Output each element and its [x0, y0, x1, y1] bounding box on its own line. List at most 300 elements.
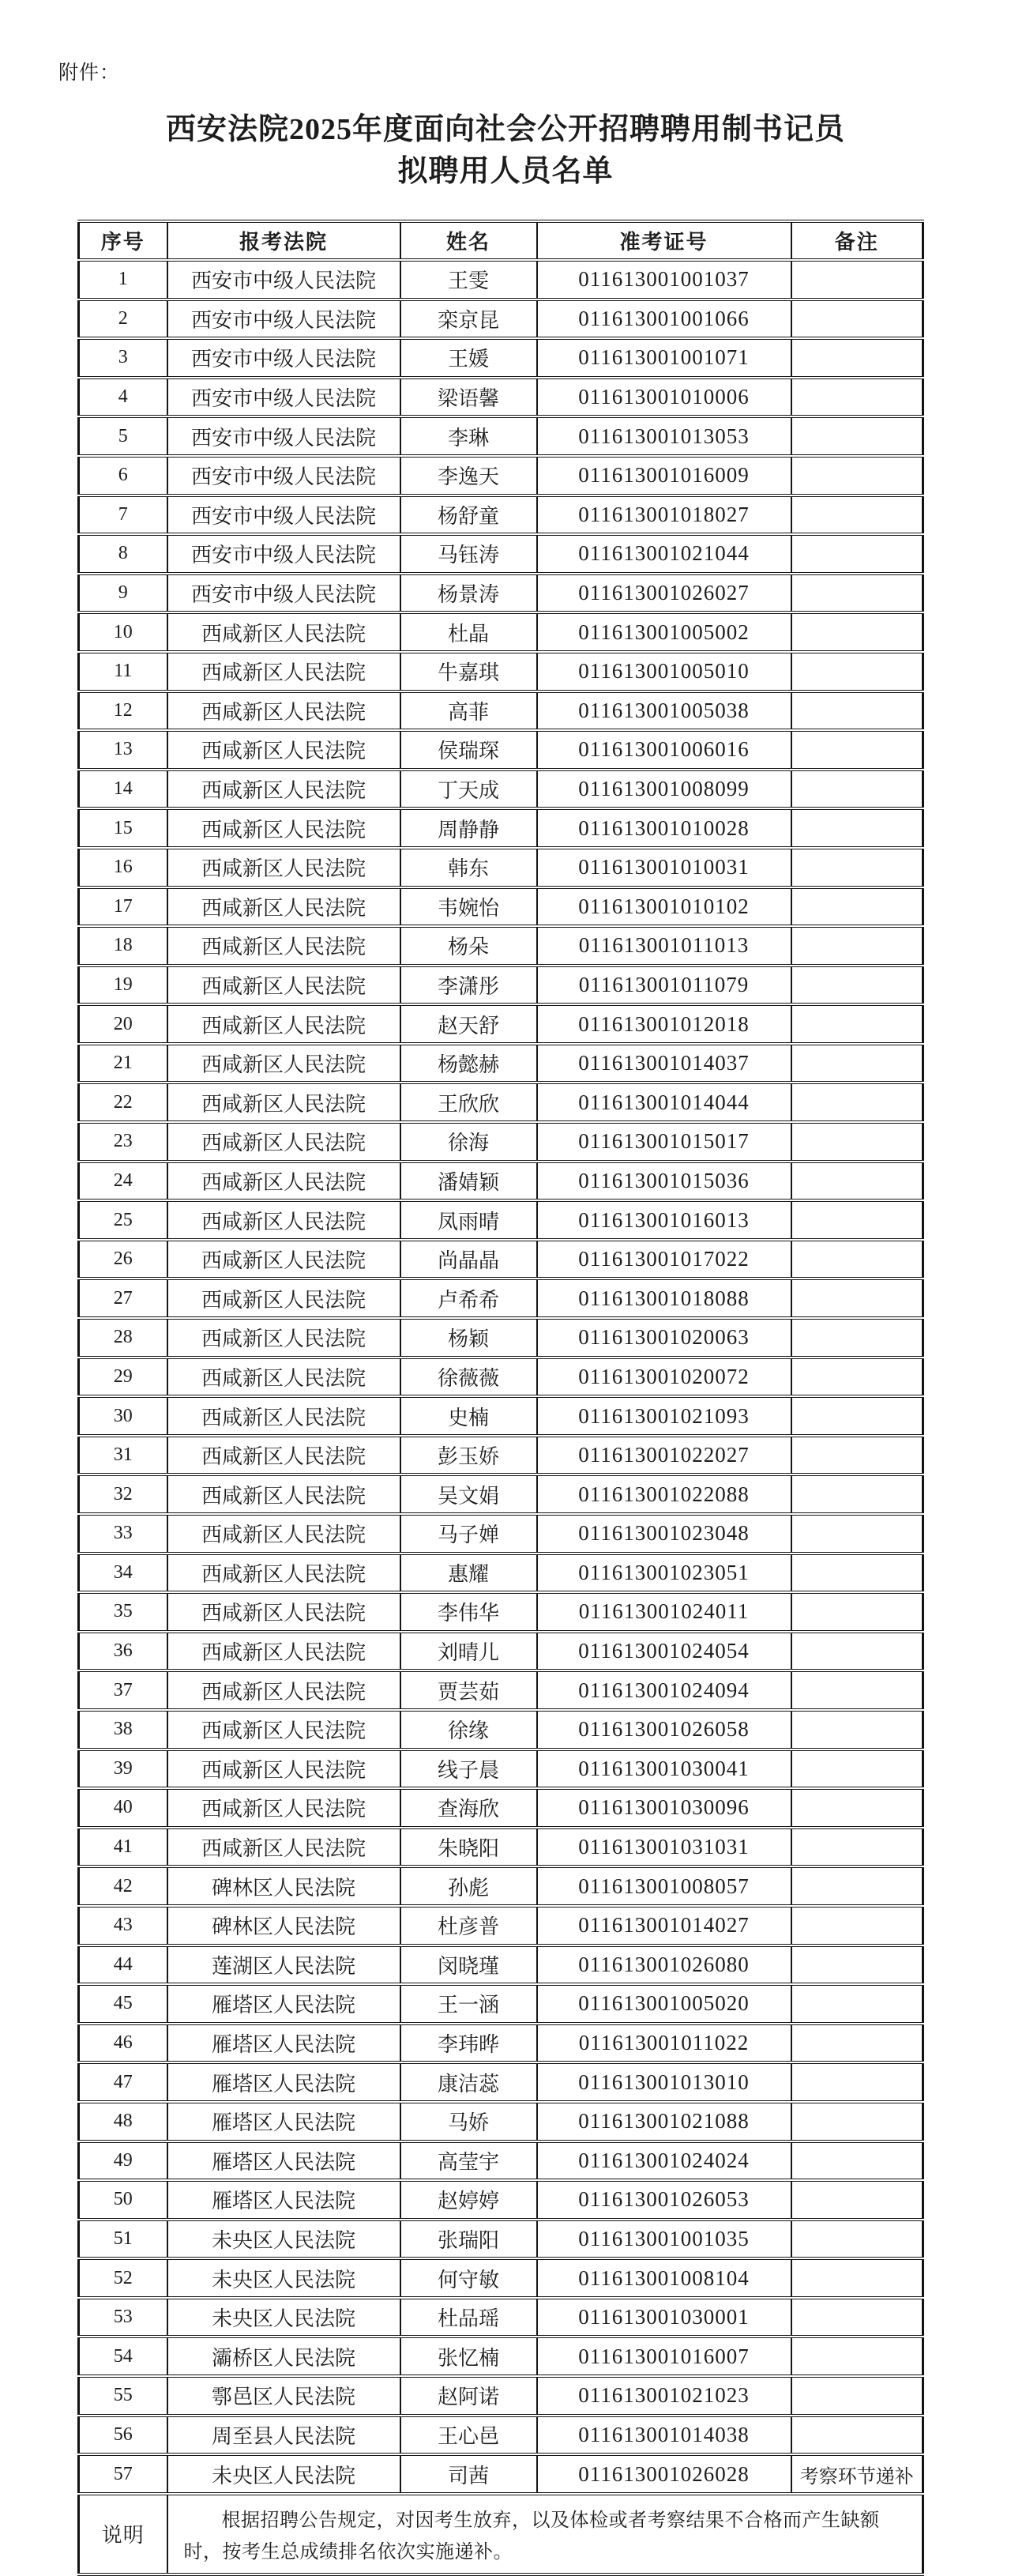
- court-cell: 西咸新区人民法院: [167, 730, 400, 770]
- name-cell: 王雯: [400, 260, 537, 299]
- table-row: [79, 1710, 923, 1749]
- ticket-cell: 011613001016009: [537, 456, 791, 495]
- table-row: [79, 1474, 923, 1514]
- ticket-cell: 011613001030041: [537, 1749, 791, 1789]
- table-row: [79, 1670, 923, 1710]
- court-cell: 未央区人民法院: [167, 2298, 400, 2337]
- remark-cell: [791, 1044, 923, 1083]
- remark-cell: [791, 1670, 923, 1710]
- court-cell: 西咸新区人民法院: [167, 1396, 400, 1436]
- table-row: [79, 1749, 923, 1789]
- header-cell-court: 报考法院: [167, 221, 400, 260]
- court-cell: 西咸新区人民法院: [167, 1632, 400, 1671]
- name-cell: 张瑞阳: [400, 2220, 537, 2259]
- attachment-label: 附件：: [58, 62, 121, 84]
- roster-footer: [79, 2494, 923, 2574]
- court-cell: 西安市中级人民法院: [167, 299, 400, 339]
- table-row: [79, 299, 923, 339]
- court-cell: 西咸新区人民法院: [167, 966, 400, 1005]
- table-row: [79, 2454, 923, 2494]
- name-cell: 王心邑: [400, 2416, 537, 2455]
- court-cell: 西咸新区人民法院: [167, 770, 400, 809]
- remark-cell: [791, 612, 923, 652]
- row-number-cell: 57: [79, 2454, 167, 2494]
- row-number-cell: 17: [79, 887, 167, 927]
- court-cell: 雁塔区人民法院: [167, 2180, 400, 2220]
- row-number-cell: 19: [79, 966, 167, 1005]
- court-cell: 周至县人民法院: [167, 2416, 400, 2455]
- table-row: [79, 1788, 923, 1828]
- name-cell: 史楠: [400, 1396, 537, 1436]
- remark-cell: [791, 730, 923, 770]
- remark-cell: [791, 456, 923, 495]
- table-row: [79, 2102, 923, 2141]
- row-number-cell: 14: [79, 770, 167, 809]
- ticket-cell: 011613001016007: [537, 2337, 791, 2376]
- name-cell: 高菲: [400, 691, 537, 731]
- name-cell: 司茜: [400, 2454, 537, 2494]
- name-cell: 线子晨: [400, 1749, 537, 1789]
- remark-cell: [791, 338, 923, 378]
- remark-cell: [791, 1592, 923, 1632]
- table-row: [79, 2298, 923, 2337]
- name-cell: 李逸天: [400, 456, 537, 495]
- court-cell: 西咸新区人民法院: [167, 1474, 400, 1514]
- remark-cell: [791, 2416, 923, 2455]
- remark-cell: [791, 260, 923, 299]
- remark-cell: [791, 770, 923, 809]
- row-number-cell: 12: [79, 691, 167, 731]
- table-row: [79, 2062, 923, 2102]
- ticket-cell: 011613001021093: [537, 1396, 791, 1436]
- row-number-cell: 27: [79, 1279, 167, 1318]
- name-cell: 朱晓阳: [400, 1828, 537, 1867]
- name-cell: 徐缘: [400, 1710, 537, 1749]
- remark-cell: [791, 2141, 923, 2181]
- court-cell: 鄠邑区人民法院: [167, 2376, 400, 2416]
- table-row: [79, 1358, 923, 1397]
- remark-cell: [791, 1945, 923, 1985]
- table-row: [79, 612, 923, 652]
- table-row: [79, 808, 923, 848]
- court-cell: 西咸新区人民法院: [167, 1200, 400, 1240]
- ticket-cell: 011613001023051: [537, 1554, 791, 1593]
- name-cell: 赵婷婷: [400, 2180, 537, 2220]
- remark-cell: [791, 1436, 923, 1475]
- ticket-cell: 011613001008099: [537, 770, 791, 809]
- remark-cell: [791, 1788, 923, 1828]
- row-number-cell: 18: [79, 926, 167, 966]
- table-row: [79, 1200, 923, 1240]
- remark-cell: [791, 1279, 923, 1318]
- table-row: [79, 2141, 923, 2181]
- table-row: [79, 378, 923, 417]
- name-cell: 侯瑞琛: [400, 730, 537, 770]
- remark-cell: [791, 1749, 923, 1789]
- table-row: [79, 2024, 923, 2063]
- ticket-cell: 011613001030096: [537, 1788, 791, 1828]
- name-cell: 杜晶: [400, 612, 537, 652]
- court-cell: 雁塔区人民法院: [167, 2062, 400, 2102]
- table-row: [79, 1514, 923, 1554]
- name-cell: 孙彪: [400, 1866, 537, 1906]
- table-row: [79, 1632, 923, 1671]
- document-title: [0, 109, 1011, 193]
- remark-cell: [791, 691, 923, 731]
- table-row: [79, 1162, 923, 1201]
- court-cell: 西安市中级人民法院: [167, 495, 400, 535]
- table-row: [79, 1984, 923, 2024]
- remark-cell: [791, 1083, 923, 1122]
- roster-body: [79, 260, 923, 2494]
- name-cell: 杨景涛: [400, 574, 537, 613]
- remark-cell: [791, 1200, 923, 1240]
- table-row: [79, 730, 923, 770]
- remark-cell: [791, 2258, 923, 2298]
- table-row: [79, 1004, 923, 1044]
- court-cell: 西咸新区人民法院: [167, 1514, 400, 1554]
- court-cell: 西安市中级人民法院: [167, 574, 400, 613]
- ticket-cell: 011613001020063: [537, 1318, 791, 1358]
- remark-cell: [791, 1358, 923, 1397]
- court-cell: 西咸新区人民法院: [167, 1004, 400, 1044]
- court-cell: 西咸新区人民法院: [167, 1122, 400, 1162]
- table-row: [79, 534, 923, 574]
- court-cell: 西咸新区人民法院: [167, 1828, 400, 1867]
- remark-cell: [791, 1240, 923, 1279]
- remark-cell: [791, 1984, 923, 2024]
- court-cell: 雁塔区人民法院: [167, 1984, 400, 2024]
- ticket-cell: 011613001005038: [537, 691, 791, 731]
- row-number-cell: 23: [79, 1122, 167, 1162]
- ticket-cell: 011613001001037: [537, 260, 791, 299]
- remark-cell: [791, 2062, 923, 2102]
- court-cell: 西咸新区人民法院: [167, 1162, 400, 1201]
- name-cell: 何守敏: [400, 2258, 537, 2298]
- remark-cell: [791, 808, 923, 848]
- ticket-cell: 011613001026053: [537, 2180, 791, 2220]
- ticket-cell: 011613001008057: [537, 1866, 791, 1906]
- ticket-cell: 011613001010031: [537, 848, 791, 887]
- table-row: [79, 1318, 923, 1358]
- table-row: [79, 2258, 923, 2298]
- row-number-cell: 43: [79, 1906, 167, 1945]
- ticket-cell: 011613001011022: [537, 2024, 791, 2063]
- remark-cell: [791, 534, 923, 574]
- ticket-cell: 011613001001035: [537, 2220, 791, 2259]
- court-cell: 西安市中级人民法院: [167, 260, 400, 299]
- court-cell: 西安市中级人民法院: [167, 456, 400, 495]
- court-cell: 西安市中级人民法院: [167, 338, 400, 378]
- name-cell: 李玮晔: [400, 2024, 537, 2063]
- ticket-cell: 011613001005010: [537, 652, 791, 691]
- row-number-cell: 32: [79, 1474, 167, 1514]
- court-cell: 未央区人民法院: [167, 2454, 400, 2494]
- table-row: [79, 1436, 923, 1475]
- row-number-cell: 35: [79, 1592, 167, 1632]
- ticket-cell: 011613001015036: [537, 1162, 791, 1201]
- ticket-cell: 011613001010102: [537, 887, 791, 927]
- ticket-cell: 011613001006016: [537, 730, 791, 770]
- row-number-cell: 50: [79, 2180, 167, 2220]
- ticket-cell: 011613001021088: [537, 2102, 791, 2141]
- ticket-cell: 011613001020072: [537, 1358, 791, 1397]
- ticket-cell: 011613001011079: [537, 966, 791, 1005]
- court-cell: 西安市中级人民法院: [167, 534, 400, 574]
- remark-cell: [791, 2180, 923, 2220]
- remark-cell: [791, 1866, 923, 1906]
- table-row: [79, 495, 923, 535]
- ticket-cell: 011613001030001: [537, 2298, 791, 2337]
- row-number-cell: 9: [79, 574, 167, 613]
- table-row: [79, 456, 923, 495]
- name-cell: 赵天舒: [400, 1004, 537, 1044]
- ticket-cell: 011613001018027: [537, 495, 791, 535]
- row-number-cell: 33: [79, 1514, 167, 1554]
- row-number-cell: 51: [79, 2220, 167, 2259]
- row-number-cell: 29: [79, 1358, 167, 1397]
- name-cell: 韦婉怡: [400, 887, 537, 927]
- ticket-cell: 011613001005020: [537, 1984, 791, 2024]
- row-number-cell: 53: [79, 2298, 167, 2337]
- court-cell: 西咸新区人民法院: [167, 848, 400, 887]
- table-row: [79, 966, 923, 1005]
- row-number-cell: 20: [79, 1004, 167, 1044]
- name-cell: 马娇: [400, 2102, 537, 2141]
- ticket-cell: 011613001001066: [537, 299, 791, 339]
- court-cell: 雁塔区人民法院: [167, 2102, 400, 2141]
- table-row: [79, 770, 923, 809]
- name-cell: 杨懿赫: [400, 1044, 537, 1083]
- ticket-cell: 011613001014027: [537, 1906, 791, 1945]
- remark-cell: [791, 1906, 923, 1945]
- court-cell: 西咸新区人民法院: [167, 1554, 400, 1593]
- court-cell: 西安市中级人民法院: [167, 416, 400, 456]
- court-cell: 西咸新区人民法院: [167, 1592, 400, 1632]
- remark-cell: [791, 652, 923, 691]
- name-cell: 李琳: [400, 416, 537, 456]
- ticket-cell: 011613001017022: [537, 1240, 791, 1279]
- table-row: [79, 1083, 923, 1122]
- name-cell: 王媛: [400, 338, 537, 378]
- ticket-cell: 011613001010028: [537, 808, 791, 848]
- ticket-cell: 011613001014044: [537, 1083, 791, 1122]
- row-number-cell: 37: [79, 1670, 167, 1710]
- ticket-cell: 011613001024094: [537, 1670, 791, 1710]
- row-number-cell: 13: [79, 730, 167, 770]
- remark-cell: [791, 2376, 923, 2416]
- row-number-cell: 2: [79, 299, 167, 339]
- court-cell: 灞桥区人民法院: [167, 2337, 400, 2376]
- name-cell: 高莹宇: [400, 2141, 537, 2181]
- remark-cell: [791, 2337, 923, 2376]
- ticket-cell: 011613001026028: [537, 2454, 791, 2494]
- row-number-cell: 46: [79, 2024, 167, 2063]
- name-cell: 凤雨晴: [400, 1200, 537, 1240]
- court-cell: 雁塔区人民法院: [167, 2024, 400, 2063]
- remark-cell: 考察环节递补: [791, 2454, 923, 2494]
- roster-table: [77, 220, 924, 2576]
- row-number-cell: 36: [79, 1632, 167, 1671]
- name-cell: 李潇彤: [400, 966, 537, 1005]
- name-cell: 马子婵: [400, 1514, 537, 1554]
- row-number-cell: 39: [79, 1749, 167, 1789]
- ticket-cell: 011613001021023: [537, 2376, 791, 2416]
- court-cell: 西咸新区人民法院: [167, 1710, 400, 1749]
- name-cell: 王一涵: [400, 1984, 537, 2024]
- court-cell: 雁塔区人民法院: [167, 2141, 400, 2181]
- ticket-cell: 011613001013010: [537, 2062, 791, 2102]
- row-number-cell: 5: [79, 416, 167, 456]
- remark-cell: [791, 1318, 923, 1358]
- row-number-cell: 24: [79, 1162, 167, 1201]
- name-cell: 刘晴儿: [400, 1632, 537, 1671]
- row-number-cell: 56: [79, 2416, 167, 2455]
- table-row: [79, 652, 923, 691]
- court-cell: 未央区人民法院: [167, 2220, 400, 2259]
- ticket-cell: 011613001024024: [537, 2141, 791, 2181]
- court-cell: 西咸新区人民法院: [167, 612, 400, 652]
- remark-cell: [791, 1396, 923, 1436]
- name-cell: 闵晓瑾: [400, 1945, 537, 1985]
- roster-table-header: [79, 221, 923, 260]
- ticket-cell: 011613001024011: [537, 1592, 791, 1632]
- row-number-cell: 10: [79, 612, 167, 652]
- table-row: [79, 1240, 923, 1279]
- table-row: [79, 848, 923, 887]
- remark-cell: [791, 495, 923, 535]
- row-number-cell: 4: [79, 378, 167, 417]
- remark-cell: [791, 1828, 923, 1867]
- remark-cell: [791, 1474, 923, 1514]
- table-row: [79, 1044, 923, 1083]
- remark-cell: [791, 416, 923, 456]
- ticket-cell: 011613001014037: [537, 1044, 791, 1083]
- court-cell: 西咸新区人民法院: [167, 808, 400, 848]
- table-row: [79, 1906, 923, 1945]
- table-row: [79, 416, 923, 456]
- table-row: [79, 1828, 923, 1867]
- remark-cell: [791, 1122, 923, 1162]
- table-row: [79, 2416, 923, 2455]
- table-row: [79, 338, 923, 378]
- row-number-cell: 54: [79, 2337, 167, 2376]
- name-cell: 贾芸茹: [400, 1670, 537, 1710]
- ticket-cell: 011613001008104: [537, 2258, 791, 2298]
- table-row: [79, 1396, 923, 1436]
- remark-cell: [791, 2024, 923, 2063]
- name-cell: 张忆楠: [400, 2337, 537, 2376]
- ticket-cell: 011613001012018: [537, 1004, 791, 1044]
- court-cell: 碑林区人民法院: [167, 1866, 400, 1906]
- name-cell: 吴文娟: [400, 1474, 537, 1514]
- name-cell: 韩东: [400, 848, 537, 887]
- row-number-cell: 3: [79, 338, 167, 378]
- court-cell: 未央区人民法院: [167, 2258, 400, 2298]
- name-cell: 牛嘉琪: [400, 652, 537, 691]
- name-cell: 彭玉娇: [400, 1436, 537, 1475]
- court-cell: 西咸新区人民法院: [167, 1670, 400, 1710]
- name-cell: 梁语馨: [400, 378, 537, 417]
- row-number-cell: 52: [79, 2258, 167, 2298]
- ticket-cell: 011613001015017: [537, 1122, 791, 1162]
- table-row: [79, 260, 923, 299]
- remark-cell: [791, 1004, 923, 1044]
- header-cell-name: 姓名: [400, 221, 537, 260]
- row-number-cell: 47: [79, 2062, 167, 2102]
- name-cell: 尚晶晶: [400, 1240, 537, 1279]
- row-number-cell: 8: [79, 534, 167, 574]
- name-cell: 赵阿诺: [400, 2376, 537, 2416]
- table-row: [79, 574, 923, 613]
- name-cell: 杨朵: [400, 926, 537, 966]
- row-number-cell: 26: [79, 1240, 167, 1279]
- row-number-cell: 16: [79, 848, 167, 887]
- header-cell-no: 序号: [79, 221, 167, 260]
- name-cell: 潘婧颖: [400, 1162, 537, 1201]
- remark-cell: [791, 378, 923, 417]
- row-number-cell: 25: [79, 1200, 167, 1240]
- name-cell: 杨颖: [400, 1318, 537, 1358]
- ticket-cell: 011613001011013: [537, 926, 791, 966]
- court-cell: 碑林区人民法院: [167, 1906, 400, 1945]
- ticket-cell: 011613001016013: [537, 1200, 791, 1240]
- name-cell: 卢希希: [400, 1279, 537, 1318]
- document-title-line1: 西安法院2025年度面向社会公开招聘聘用制书记员: [165, 113, 845, 146]
- table-row: [79, 1592, 923, 1632]
- ticket-cell: 011613001026027: [537, 574, 791, 613]
- name-cell: 李伟华: [400, 1592, 537, 1632]
- name-cell: 栾京昆: [400, 299, 537, 339]
- court-cell: 西安市中级人民法院: [167, 378, 400, 417]
- row-number-cell: 28: [79, 1318, 167, 1358]
- row-number-cell: 15: [79, 808, 167, 848]
- court-cell: 西咸新区人民法院: [167, 1240, 400, 1279]
- court-cell: 西咸新区人民法院: [167, 691, 400, 731]
- court-cell: 西咸新区人民法院: [167, 887, 400, 927]
- name-cell: 徐海: [400, 1122, 537, 1162]
- row-number-cell: 22: [79, 1083, 167, 1122]
- ticket-cell: 011613001026080: [537, 1945, 791, 1985]
- name-cell: 马钰涛: [400, 534, 537, 574]
- table-row: [79, 926, 923, 966]
- court-cell: 西咸新区人民法院: [167, 1083, 400, 1122]
- remark-cell: [791, 2102, 923, 2141]
- row-number-cell: 41: [79, 1828, 167, 1867]
- name-cell: 王欣欣: [400, 1083, 537, 1122]
- header-row: [79, 221, 923, 260]
- table-row: [79, 1122, 923, 1162]
- header-cell-remark: 备注: [791, 221, 923, 260]
- row-number-cell: 11: [79, 652, 167, 691]
- court-cell: 西咸新区人民法院: [167, 1749, 400, 1789]
- table-row: [79, 691, 923, 731]
- table-row: [79, 1945, 923, 1985]
- note-text: 根据招聘公告规定，对因考生放弃，以及体检或者考察结果不合格而产生缺额时，按考生总成绩排名依次实施递补。: [167, 2494, 923, 2574]
- name-cell: 丁天成: [400, 770, 537, 809]
- ticket-cell: 011613001018088: [537, 1279, 791, 1318]
- ticket-cell: 011613001022088: [537, 1474, 791, 1514]
- court-cell: 西咸新区人民法院: [167, 1318, 400, 1358]
- table-row: [79, 2337, 923, 2376]
- remark-cell: [791, 926, 923, 966]
- table-row: [79, 2220, 923, 2259]
- remark-cell: [791, 887, 923, 927]
- ticket-cell: 011613001014038: [537, 2416, 791, 2455]
- remark-cell: [791, 1162, 923, 1201]
- row-number-cell: 38: [79, 1710, 167, 1749]
- remark-cell: [791, 1514, 923, 1554]
